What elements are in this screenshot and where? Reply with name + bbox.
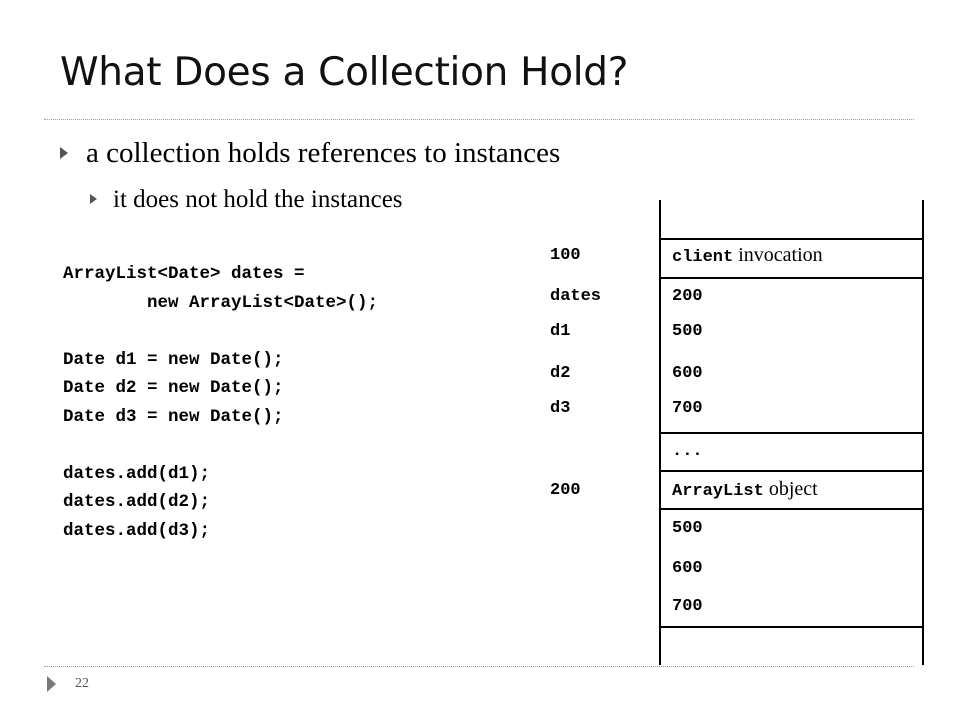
memory-divider <box>660 238 924 240</box>
memory-value <box>672 399 703 418</box>
bullet-level-1 <box>60 137 560 170</box>
footer-divider <box>44 666 914 667</box>
code-block <box>63 260 378 545</box>
memory-value-code: 200 <box>672 287 703 306</box>
memory-value <box>672 519 703 538</box>
memory-address: 100 <box>550 246 581 265</box>
memory-value <box>672 322 703 341</box>
memory-divider <box>660 432 924 434</box>
memory-divider <box>660 626 924 628</box>
memory-address: d3 <box>550 399 571 418</box>
memory-value-code: ArrayList <box>672 482 764 501</box>
memory-value-code: 700 <box>672 597 703 616</box>
memory-value-code: 500 <box>672 519 703 538</box>
memory-address: dates <box>550 287 602 306</box>
code-line: dates.add(d3); <box>63 520 211 541</box>
memory-value-code: 500 <box>672 322 703 341</box>
code-line: dates.add(d1); <box>63 463 211 484</box>
memory-value-code: 700 <box>672 399 703 418</box>
code-line <box>63 431 378 460</box>
memory-value <box>672 364 703 383</box>
title-divider <box>44 119 914 120</box>
memory-value <box>672 442 703 461</box>
memory-value-code: ... <box>672 442 703 461</box>
bullet-arrow-icon <box>90 194 97 204</box>
memory-value-text: object <box>763 478 818 500</box>
memory-address: d1 <box>550 322 571 341</box>
memory-divider <box>660 470 924 472</box>
memory-value-text: invocation <box>733 244 823 266</box>
code-line: Date d1 = new Date(); <box>63 349 284 370</box>
memory-value <box>672 287 703 306</box>
memory-value-code: 600 <box>672 559 703 578</box>
code-line: ArrayList<Date> dates = <box>63 264 305 284</box>
code-line: Date d3 = new Date(); <box>63 406 284 427</box>
memory-divider <box>660 277 924 279</box>
code-line: new ArrayList<Date>(); <box>63 292 379 313</box>
slide-title: What Does a Collection Hold? <box>60 50 629 95</box>
memory-address: 200 <box>550 481 581 500</box>
code-line: Date d2 = new Date(); <box>63 378 284 398</box>
bullet-level-2 <box>90 186 403 214</box>
bullet-text: it does not hold the instances <box>113 186 403 213</box>
bullet-arrow-icon <box>60 147 68 159</box>
memory-address: d2 <box>550 364 571 383</box>
page-number: 22 <box>75 676 89 691</box>
memory-value-code: 600 <box>672 364 703 383</box>
memory-divider <box>660 508 924 510</box>
memory-value <box>672 478 818 501</box>
memory-value <box>672 597 703 616</box>
bullet-text: a collection holds references to instances <box>86 137 561 169</box>
memory-value <box>672 244 823 267</box>
code-line <box>63 317 378 346</box>
footer-arrow-icon <box>47 676 56 692</box>
memory-value <box>672 559 703 578</box>
code-line: dates.add(d2); <box>63 492 211 512</box>
memory-value-code: client <box>672 248 734 267</box>
